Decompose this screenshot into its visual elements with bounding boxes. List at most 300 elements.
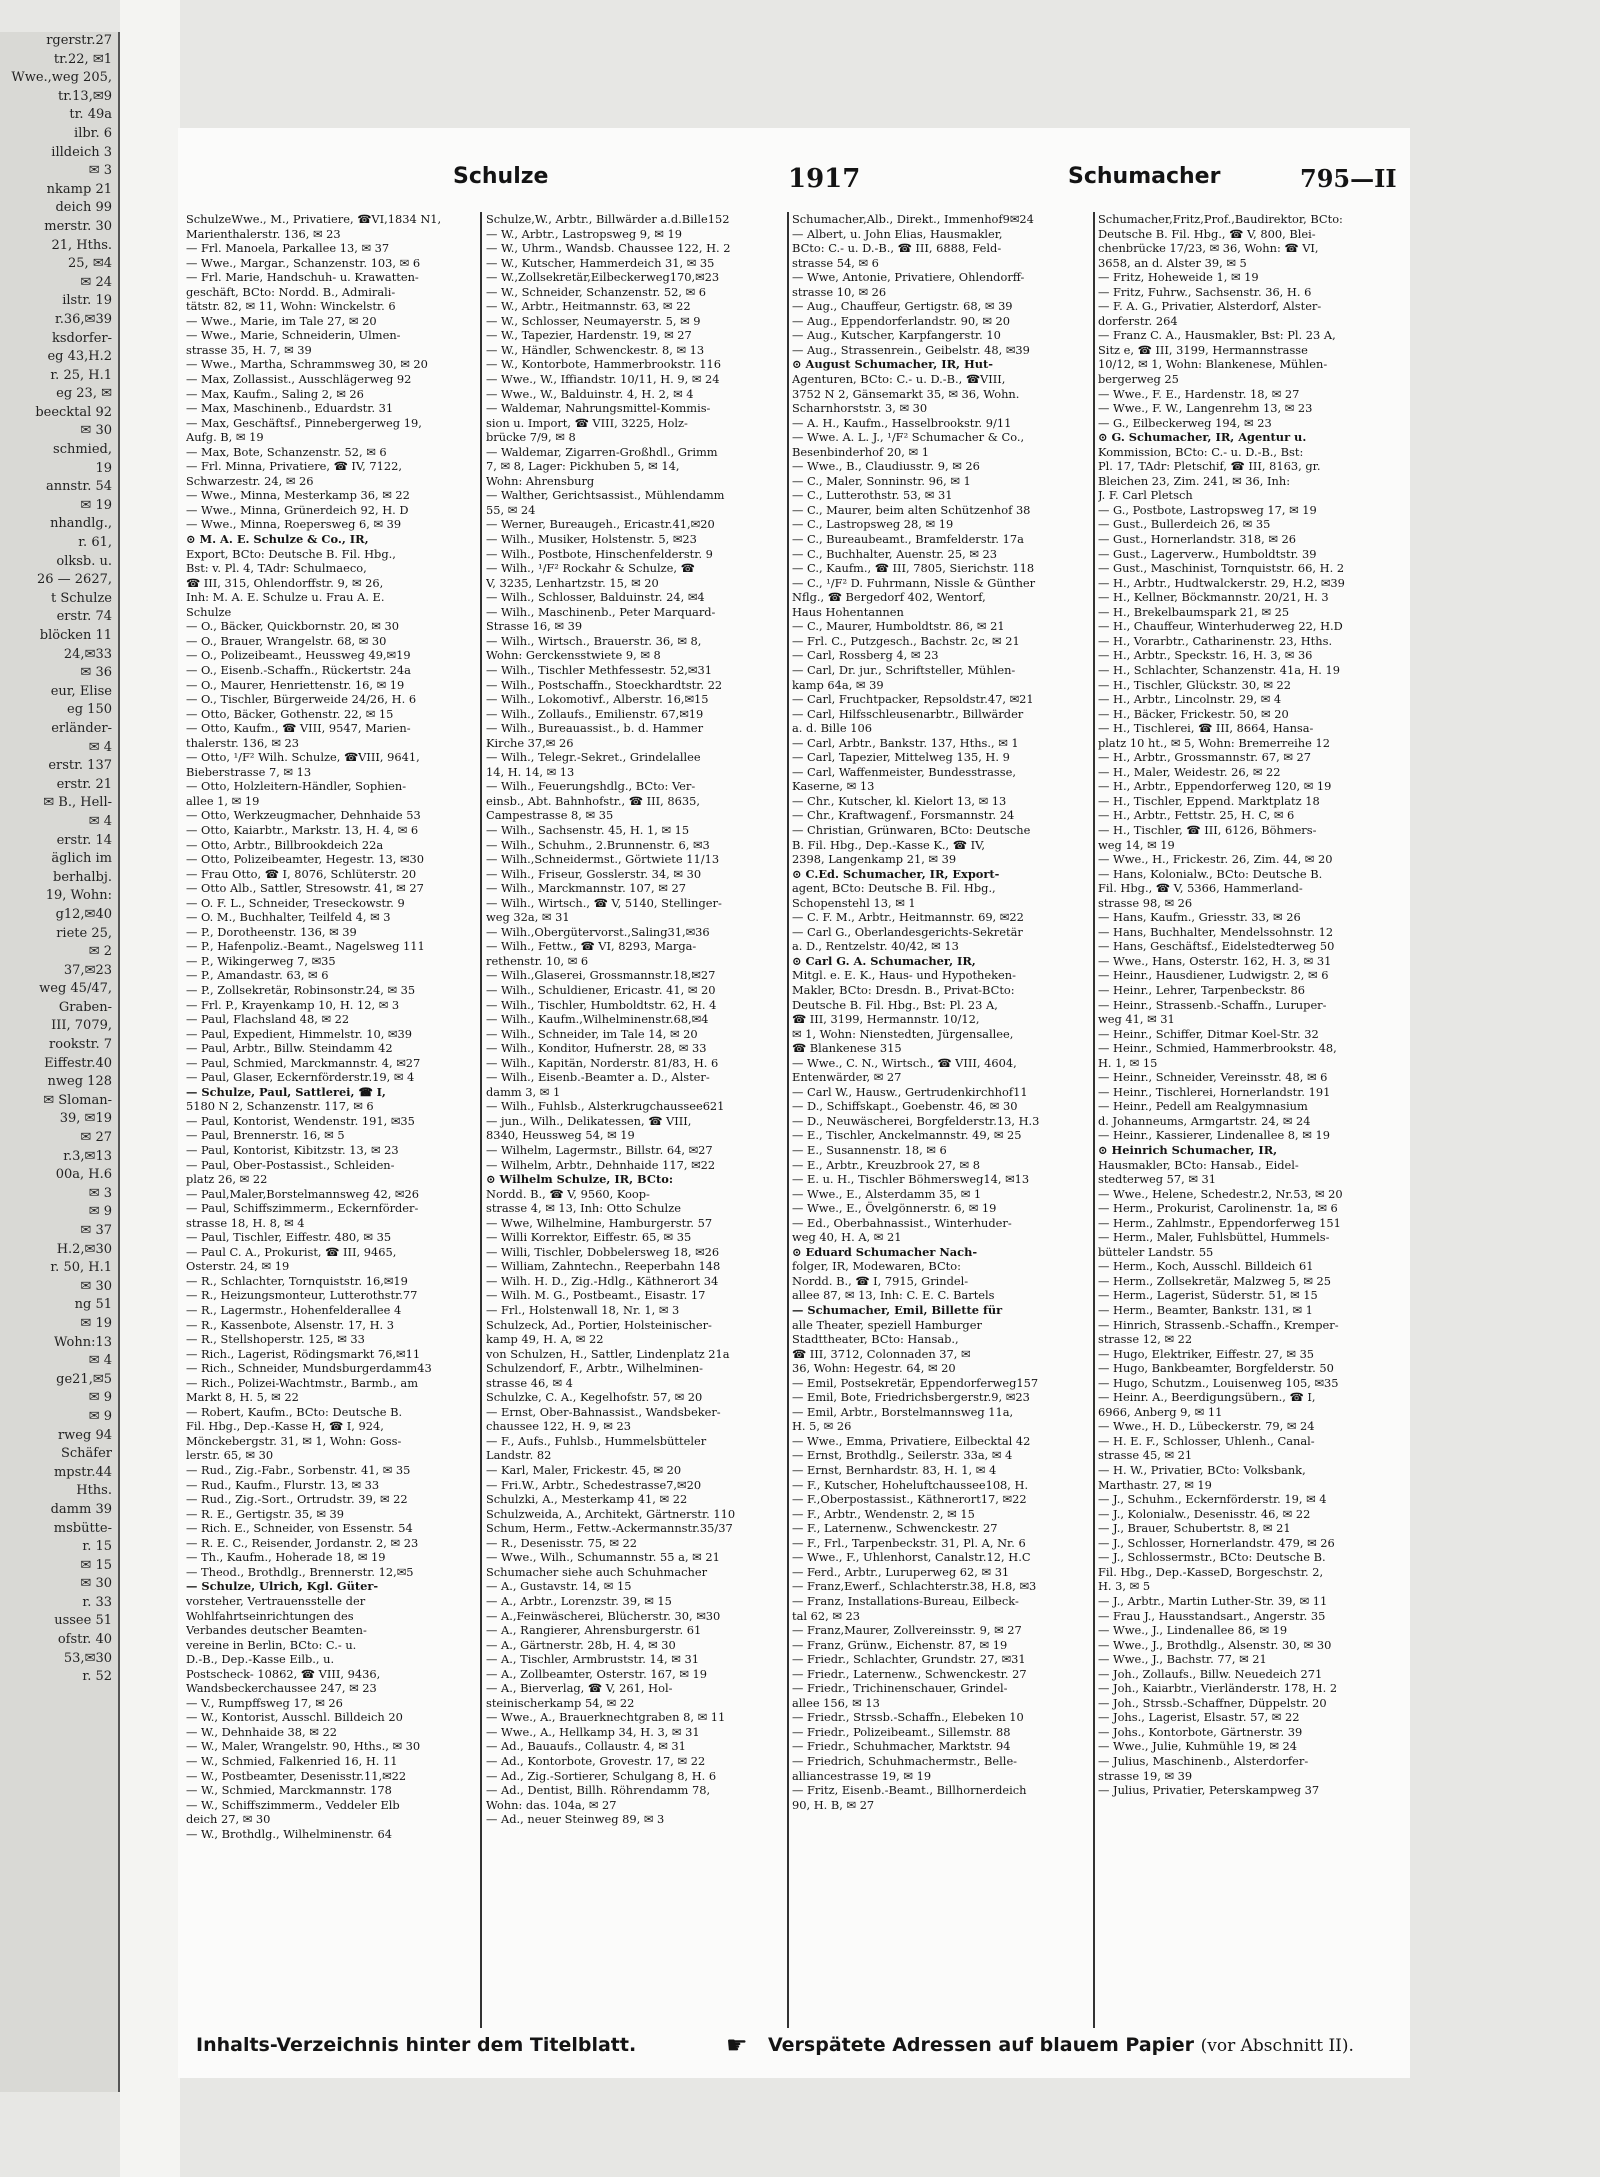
directory-entry-line: — Heinr., Tischlerei, Hornerlandstr. 191 <box>1098 1084 1331 1099</box>
previous-page-line: ✉ 3 <box>88 163 112 179</box>
directory-entry-line: — J., Brauer, Schubertstr. 8, ✉ 21 <box>1098 1521 1291 1536</box>
directory-entry-line: Schulze,W., Arbtr., Billwärder a.d.Bille152 <box>486 212 730 226</box>
directory-entry-line: — Wwe., H., Frickestr. 26, Zim. 44, ✉ 20 <box>1098 852 1333 867</box>
previous-page-line: ✉ 30 <box>80 1278 112 1294</box>
directory-entry-line: — Wwe., H. D., Lübeckerstr. 79, ✉ 24 <box>1098 1419 1315 1434</box>
previous-page-line: 21, Hths. <box>51 237 112 253</box>
directory-entry-line: — Max, Bote, Schanzenstr. 52, ✉ 6 <box>186 444 387 459</box>
directory-entry-line: Landstr. 82 <box>486 1448 552 1463</box>
directory-entry-line: — W., Schlosser, Neumayerstr. 5, ✉ 9 <box>486 313 701 328</box>
directory-entry-line: — H., Tischler, ☎ III, 6126, Böhmers- <box>1098 822 1317 837</box>
section-reference: (vor Abschnitt II). <box>1200 2036 1354 2056</box>
directory-entry-line: — Herm., Koch, Ausschl. Billdeich 61 <box>1098 1259 1314 1274</box>
directory-entry-line: — Carl, Tapezier, Mittelweg 135, H. 9 <box>792 750 1010 765</box>
directory-entry-line: H. 1, ✉ 15 <box>1098 1055 1158 1070</box>
directory-entry-line: H. 3, ✉ 5 <box>1098 1579 1151 1594</box>
previous-page-line: ✉ 27 <box>80 1130 112 1146</box>
directory-entry-line: Kirche 37,✉ 26 <box>486 735 574 750</box>
directory-entry-line: — Paul, Brennerstr. 16, ✉ 5 <box>186 1128 345 1143</box>
previous-page-strip <box>0 32 120 2092</box>
directory-entry-line: — Paul, Kontorist, Wendenstr. 191, ✉35 <box>186 1113 415 1128</box>
directory-entry-line: — Hans, Kaufm., Griesstr. 33, ✉ 26 <box>1098 910 1301 925</box>
directory-entry-line: Strasse 16, ✉ 39 <box>486 619 583 634</box>
directory-entry-line: — C., Lastropsweg 28, ✉ 19 <box>792 517 954 532</box>
directory-entry-line: — Ed., Oberbahnassist., Winterhuder- <box>792 1215 1012 1230</box>
directory-entry-line: — Carl, Dr. jur., Schriftsteller, Mühlen- <box>792 662 1016 677</box>
directory-entry-line: — Frl. Marie, Handschuh- u. Krawatten- <box>186 270 419 285</box>
previous-page-line: ✉ 4 <box>88 1353 112 1369</box>
directory-entry-line: — Albert, u. John Elias, Hausmakler, <box>792 226 1003 241</box>
directory-entry-line: — Paul, Schiffszimmerm., Eckernförder- <box>186 1201 419 1216</box>
directory-entry-line: allee 1, ✉ 19 <box>186 793 260 808</box>
pointing-hand-icon: ☛ <box>726 2031 748 2059</box>
directory-entry-line: Wohn: Gerckensstwiete 9, ✉ 8 <box>486 648 661 663</box>
directory-entry-line: — Fritz, Eisenb.-Beamt., Billhornerdeich <box>792 1783 1027 1798</box>
directory-entry-line: — J., Schuhm., Eckernförderstr. 19, ✉ 4 <box>1098 1492 1327 1507</box>
previous-page-line: r. 52 <box>82 1669 112 1685</box>
directory-entry-line: deich 27, ✉ 30 <box>186 1812 271 1827</box>
index-note: Inhalts-Verzeichnis hinter dem Titelblatt. <box>196 2034 637 2056</box>
column-1 <box>186 212 476 2028</box>
directory-entry-line: — Rich., Schneider, Mundsburgerdamm43 <box>186 1361 432 1376</box>
directory-entry-line: bergerweg 25 <box>1098 372 1179 387</box>
directory-entry-line: — Wwe., F., Uhlenhorst, Canalstr.12, H.C <box>792 1550 1031 1565</box>
directory-entry-line: — A., Arbtr., Lorenzstr. 39, ✉ 15 <box>486 1593 672 1608</box>
directory-entry-line: — Karl, Maler, Frickestr. 45, ✉ 20 <box>486 1463 682 1478</box>
previous-page-line: weg 45/47, <box>39 981 112 997</box>
directory-entry-line: — Heinr., Lehrer, Tarpenbeckstr. 86 <box>1098 982 1305 997</box>
previous-page-line: erstr. 137 <box>48 758 112 774</box>
directory-entry-line: — O., Maurer, Henriettenstr. 16, ✉ 19 <box>186 677 405 692</box>
directory-entry-line: strasse 18, H. 8, ✉ 4 <box>186 1215 305 1230</box>
directory-entry-line: — Schulze, Ulrich, Kgl. Güter- <box>186 1579 379 1594</box>
directory-entry-line: Export, BCto: Deutsche B. Fil. Hbg., <box>186 546 396 561</box>
directory-entry-line: — C. F. M., Arbtr., Heitmannstr. 69, ✉22 <box>792 910 1024 925</box>
previous-page-line: Wohn:13 <box>54 1334 112 1350</box>
directory-entry-line: Inh: M. A. E. Schulze u. Frau A. E. <box>186 590 385 605</box>
directory-entry-line: — D., Neuwäscherei, Borgfelderstr.13, H.3 <box>792 1113 1040 1128</box>
directory-entry-line: — Wwe., Minna, Grünerdeich 92, H. D <box>186 502 409 517</box>
previous-page-line: tr. 49a <box>69 107 112 123</box>
directory-entry-line: — Wilh., Postschaffn., Stoeckhardtstr. 22 <box>486 677 723 692</box>
directory-entry-line: — Rud., Zig.-Fabr., Sorbenstr. 41, ✉ 35 <box>186 1463 411 1478</box>
previous-page-line: 37,✉23 <box>63 962 112 978</box>
directory-entry-line: D.-B., Dep.-Kasse Eilb., u. <box>186 1652 335 1667</box>
directory-entry-line: — Frl. C., Putzgesch., Bachstr. 2c, ✉ 21 <box>792 633 1020 648</box>
directory-entry-line: — Wilh., Schuldiener, Ericastr. 41, ✉ 20 <box>486 982 716 997</box>
directory-entry-line: tal 62, ✉ 23 <box>792 1608 861 1623</box>
directory-entry-line: — E., Susannenstr. 18, ✉ 6 <box>792 1143 947 1157</box>
previous-page-line: ge21,✉5 <box>56 1371 112 1387</box>
previous-page-line: eg 23, ✉ <box>56 386 112 402</box>
directory-page <box>178 128 1410 2078</box>
directory-entry-line: — H., Tischler, Glückstr. 30, ✉ 22 <box>1098 677 1292 692</box>
directory-entry-line: — Franz, Grünw., Eichenstr. 87, ✉ 19 <box>792 1637 1008 1652</box>
directory-entry-line: — Herm., Beamter, Bankstr. 131, ✉ 1 <box>1098 1303 1313 1318</box>
directory-entry-line: ⊙ Carl G. A. Schumacher, IR, <box>792 953 976 968</box>
directory-entry-line: Schulzke, C. A., Kegelhofstr. 57, ✉ 20 <box>486 1390 703 1405</box>
previous-page-line: 25, ✉4 <box>68 256 112 272</box>
directory-entry-line: — Wilh., Bureauassist., b. d. Hammer <box>486 721 704 736</box>
directory-entry-line: sion u. Import, ☎ VIII, 3225, Holz- <box>486 415 688 430</box>
directory-entry-line: — O., Brauer, Wrangelstr. 68, ✉ 30 <box>186 633 387 648</box>
directory-entry-line: — Wilh., Wirtsch., ☎ V, 5140, Stellinger- <box>486 895 722 910</box>
previous-page-line: Wwe.,weg 205, <box>11 70 112 86</box>
previous-page-line: erstr. 14 <box>56 832 112 848</box>
directory-entry-line: strasse 19, ✉ 39 <box>1098 1768 1193 1783</box>
directory-entry-line: — Wilh., Postbote, Hinschenfelderstr. 9 <box>486 546 713 561</box>
directory-entry-line: — Emil, Arbtr., Borstelmannsweg 11a, <box>792 1404 1014 1419</box>
directory-entry-line: — Wwe., Hans, Osterstr. 162, H. 3, ✉ 31 <box>1098 953 1332 968</box>
directory-entry-line: Bst: v. Pl. 4, TAdr: Schulmaeco, <box>186 561 367 576</box>
directory-entry-line: d. Johanneums, Armgartstr. 24, ✉ 24 <box>1098 1113 1311 1128</box>
directory-entry-line: kamp 64a, ✉ 39 <box>792 677 884 692</box>
directory-entry-line: Schumacher,Alb., Direkt., Immenhof9✉24 <box>792 212 1034 226</box>
directory-entry-line: — Willi Korrektor, Eiffestr. 65, ✉ 35 <box>486 1230 692 1245</box>
page-gutter <box>120 0 180 2177</box>
directory-entry-line: — H., Tischlerei, ☎ III, 8664, Hansa- <box>1098 721 1314 736</box>
directory-entry-line: — P., Zollsekretär, Robinsonstr.24, ✉ 35 <box>186 982 416 997</box>
previous-page-line: ✉ 9 <box>88 1408 112 1424</box>
directory-entry-line: — Paul C. A., Prokurist, ☎ III, 9465, <box>186 1244 397 1259</box>
directory-entry-line: — Otto, Arbtr., Billbrookdeich 22a <box>186 837 384 852</box>
directory-entry-line: 2398, Langenkamp 21, ✉ 39 <box>792 852 957 867</box>
previous-page-line: msbütte- <box>53 1520 112 1536</box>
previous-page-line: ussee 51 <box>54 1613 112 1629</box>
directory-entry-line: — Heinr., Strassenb.-Schaffn., Luruper- <box>1098 997 1327 1012</box>
directory-entry-line: — Herm., Zollsekretär, Malzweg 5, ✉ 25 <box>1098 1273 1331 1288</box>
directory-entry-line: — Wilh., Zollaufs., Emilienstr. 67,✉19 <box>486 706 704 721</box>
directory-entry-line: weg 14, ✉ 19 <box>1098 837 1175 852</box>
directory-entry-line: — Wwe., Julie, Kuhmühle 19, ✉ 24 <box>1098 1739 1298 1754</box>
column-4 <box>1098 212 1404 2028</box>
directory-entry-line: — W., Kontorist, Ausschl. Billdeich 20 <box>186 1710 403 1725</box>
previous-page-line: äglich im <box>51 851 112 867</box>
directory-entry-line: — Ernst, Brothdlg., Seilerstr. 33a, ✉ 4 <box>792 1448 1013 1463</box>
previous-page-line: ✉ 24 <box>80 274 112 290</box>
directory-entry-line: — W., Schneider, Schanzenstr. 52, ✉ 6 <box>486 284 707 299</box>
page-number: 795—II <box>1300 164 1397 193</box>
directory-entry-line: V, 3235, Lenhartzstr. 15, ✉ 20 <box>486 575 659 590</box>
previous-page-line: annstr. 54 <box>46 479 112 495</box>
previous-page-line: ofstr. 40 <box>57 1632 112 1648</box>
directory-entry-line: damm 3, ✉ 1 <box>486 1084 561 1099</box>
directory-entry-line: 7, ✉ 8, Lager: Pickhuben 5, ✉ 14, <box>486 459 680 474</box>
page-footer <box>178 2031 1410 2064</box>
directory-entry-line: — Rud., Zig.-Sort., Ortrudstr. 39, ✉ 22 <box>186 1492 408 1507</box>
previous-page-line: tr.13,✉9 <box>58 88 112 104</box>
directory-entry-line: — V., Rumpffsweg 17, ✉ 26 <box>186 1695 343 1710</box>
directory-entry-line: — Waldemar, Nahrungsmittel-Kommis- <box>486 401 711 416</box>
directory-entry-line: — Friedr., Schuhmacher, Marktstr. 94 <box>792 1739 1011 1754</box>
directory-entry-line: — Christian, Grünwaren, BCto: Deutsche <box>792 822 1031 837</box>
previous-page-line: merstr. 30 <box>44 218 112 234</box>
directory-entry-line: — Schulze, Paul, Sattlerei, ☎ I, <box>186 1084 386 1099</box>
column-rule <box>1093 212 1095 2028</box>
directory-entry-line: — H., Bäcker, Frickestr. 50, ✉ 20 <box>1098 706 1289 721</box>
directory-entry-line: — R. E., Gertigstr. 35, ✉ 39 <box>186 1506 345 1521</box>
directory-entry-line: — R. E. C., Reisender, Jordanstr. 2, ✉ 23 <box>186 1535 419 1550</box>
directory-entry-line: — A., Gustavstr. 14, ✉ 15 <box>486 1579 632 1594</box>
previous-page-line: r. 15 <box>82 1539 112 1555</box>
directory-entry-line: thalerstr. 136, ✉ 23 <box>186 735 300 750</box>
directory-entry-line: — Carl, Fruchtpacker, Repsoldstr.47, ✉21 <box>792 692 1034 707</box>
previous-page-line: eg 150 <box>67 702 112 718</box>
directory-entry-line: — Johs., Lagerist, Elsastr. 57, ✉ 22 <box>1098 1710 1300 1725</box>
directory-entry-line: Schulze <box>186 604 232 619</box>
directory-entry-line: ⊙ August Schumacher, IR, Hut- <box>792 357 993 372</box>
directory-entry-line: lerstr. 65, ✉ 30 <box>186 1448 274 1463</box>
directory-entry-line: — Paul, Kontorist, Kibitzstr. 13, ✉ 23 <box>186 1143 399 1157</box>
previous-page-line: ✉ 30 <box>80 423 112 439</box>
directory-entry-line: — D., Schiffskapt., Goebenstr. 46, ✉ 30 <box>792 1099 1018 1114</box>
directory-entry-line: ☎ Blankenese 315 <box>792 1041 902 1056</box>
directory-entry-line: — W., Tapezier, Hardenstr. 19, ✉ 27 <box>486 328 692 343</box>
directory-entry-line: — Wilh., Eisenb.-Beamter a. D., Alster- <box>486 1070 710 1085</box>
directory-entry-line: — Herm., Prokurist, Carolinenstr. 1a, ✉ 6 <box>1098 1201 1338 1216</box>
directory-entry-line: steinischerkamp 54, ✉ 22 <box>486 1695 635 1710</box>
directory-entry-line: alle Theater, speziell Hamburger <box>792 1317 982 1332</box>
directory-entry-line: Schulzeck, Ad., Portier, Holsteinischer- <box>486 1317 712 1332</box>
directory-entry-line: strasse 46, ✉ 4 <box>486 1375 573 1390</box>
directory-entry-line: 36, Wohn: Hegestr. 64, ✉ 20 <box>792 1361 956 1376</box>
directory-entry-line: 10/12, ✉ 1, Wohn: Blankenese, Mühlen- <box>1098 357 1328 372</box>
directory-entry-line: — F. A. G., Privatier, Alsterdorf, Alster- <box>1098 299 1322 314</box>
late-addresses-text: Verspätete Adressen auf blauem Papier <box>768 2034 1195 2056</box>
directory-entry-line: — Wilh., Kaufm.,Wilhelminenstr.68,✉4 <box>486 1012 709 1027</box>
directory-entry-line: Schumacher siehe auch Schuhmacher <box>486 1564 708 1579</box>
directory-entry-line: — Wilh.,Schneidermst., Görtwiete 11/13 <box>486 852 720 867</box>
directory-entry-line: Schumacher,Fritz,Prof.,Baudirektor, BCto: <box>1098 212 1343 226</box>
directory-entry-line: — Wilh., Konditor, Hufnerstr. 28, ✉ 33 <box>486 1041 707 1056</box>
previous-page-line: ksdorfer- <box>51 330 112 346</box>
previous-page-line: schmied, <box>53 442 112 458</box>
directory-entry-line: Mönckebergstr. 31, ✉ 1, Wohn: Goss- <box>186 1433 402 1448</box>
directory-entry-line: — W., Brothdlg., Wilhelminenstr. 64 <box>186 1826 392 1841</box>
running-header <box>178 164 1410 204</box>
previous-page-line: rweg 94 <box>57 1427 112 1443</box>
directory-entry-line: — Wilhelm, Arbtr., Dehnhaide 117, ✉22 <box>486 1157 716 1172</box>
directory-entry-line: — jun., Wilh., Delikatessen, ☎ VIII, <box>486 1113 692 1128</box>
directory-entry-line: ⊙ Heinrich Schumacher, IR, <box>1098 1143 1278 1157</box>
directory-entry-line: — Max, Zollassist., Ausschlägerweg 92 <box>186 372 412 387</box>
previous-page-line: rgerstr.27 <box>46 33 112 48</box>
directory-entry-line: — Hans, Geschäftsf., Eidelstedterweg 50 <box>1098 939 1335 954</box>
directory-entry-line: — Walther, Gerichtsassist., Mühlendamm <box>486 488 725 503</box>
directory-entry-line: Kaserne, ✉ 13 <box>792 779 875 794</box>
directory-entry-line: — Paul, Glaser, Eckernförderstr.19, ✉ 4 <box>186 1070 415 1085</box>
directory-entry-line: kamp 49, H. A, ✉ 22 <box>486 1332 604 1347</box>
directory-entry-line: Osterstr. 24, ✉ 19 <box>186 1259 290 1274</box>
directory-entry-line: — Wwe, Antonie, Privatiere, Ohlendorff- <box>792 270 1025 285</box>
directory-entry-line: — Wilh., Wirtsch., Brauerstr. 36, ✉ 8, <box>486 633 702 648</box>
previous-page-line: r. 33 <box>82 1594 112 1610</box>
directory-entry-line: — H., Brekelbaumspark 21, ✉ 25 <box>1098 604 1290 619</box>
directory-entry-line: Besenbinderhof 20, ✉ 1 <box>792 444 929 459</box>
directory-entry-line: — R., Schlachter, Tornquiststr. 16,✉19 <box>186 1273 408 1288</box>
previous-page-line: r. 50, H.1 <box>50 1260 112 1276</box>
directory-entry-line: — Frl. Minna, Privatiere, ☎ IV, 7122, <box>186 459 403 474</box>
directory-entry-line: — Heinr., Schiffer, Ditmar Koel-Str. 32 <box>1098 1026 1319 1041</box>
previous-page-line: r.36,✉39 <box>54 311 112 327</box>
directory-entry-line: — O., Tischler, Bürgerweide 24/26, H. 6 <box>186 692 417 707</box>
previous-page-line: ✉ 15 <box>80 1557 112 1573</box>
directory-entry-line: — H., Arbtr., Hudtwalckerstr. 29, H.2, ✉39 <box>1098 575 1345 590</box>
directory-entry-line: Wohlfahrtseinrichtungen des <box>186 1608 354 1623</box>
directory-entry-line: ⊙ G. Schumacher, IR, Agentur u. <box>1098 430 1307 445</box>
directory-entry-line: — Wilh. M. G., Postbeamt., Eisastr. 17 <box>486 1288 706 1303</box>
directory-entry-line: — Otto, Kaiarbtr., Markstr. 13, H. 4, ✉ 6 <box>186 822 419 837</box>
previous-page-line: ✉ 4 <box>88 813 112 829</box>
directory-entry-line: Wohn: Ahrensburg <box>486 473 595 488</box>
directory-entry-line: — Otto Alb., Sattler, Stresowstr. 41, ✉ 27 <box>186 881 424 896</box>
previous-page-line: ✉ B., Hell- <box>43 795 112 811</box>
directory-entry-line: — Herm., Zahlmstr., Eppendorferweg 151 <box>1098 1215 1341 1230</box>
directory-entry-line: — A., Gärtnerstr. 28b, H. 4, ✉ 30 <box>486 1637 676 1652</box>
directory-entry-line: — Wilh., Fuhlsb., Alsterkrugchaussee621 <box>486 1099 725 1114</box>
directory-entry-line: — F.,Oberpostassist., Käthnerort17, ✉22 <box>792 1492 1027 1507</box>
directory-entry-line: — R., Desenisstr. 75, ✉ 22 <box>486 1535 637 1550</box>
directory-entry-line: — Waldemar, Zigarren-Großhdl., Grimm <box>486 444 718 459</box>
directory-entry-line: — F., Arbtr., Wendenstr. 2, ✉ 15 <box>792 1506 975 1521</box>
directory-entry-line: — H., Arbtr., Lincolnstr. 29, ✉ 4 <box>1098 692 1282 707</box>
directory-entry-line: vorsteher, Vertrauensstelle der <box>186 1593 366 1608</box>
directory-entry-line: — H., Chauffeur, Winterhuderweg 22, H.D <box>1098 619 1343 634</box>
directory-entry-line: platz 26, ✉ 22 <box>186 1172 268 1187</box>
directory-entry-line: — G., Eilbeckerweg 194, ✉ 23 <box>1098 415 1272 430</box>
previous-page-line: beecktal 92 <box>35 404 112 420</box>
directory-entry-line: — Wwe., Helene, Schedestr.2, Nr.53, ✉ 20 <box>1098 1186 1343 1201</box>
directory-entry-line: — Franz,Ewerf., Schlachterstr.38, H.8, ✉3 <box>792 1579 1037 1594</box>
directory-entry-line: — Friedr., Laternenw., Schwenckestr. 27 <box>792 1666 1027 1681</box>
directory-entry-line: — C., Kaufm., ☎ III, 7805, Sierichstr. 118 <box>792 561 1035 576</box>
directory-entry-line: — Hugo, Schutzm., Louisenweg 105, ✉35 <box>1098 1375 1339 1390</box>
directory-entry-line: — Hans, Kolonialw., BCto: Deutsche B. <box>1098 866 1323 881</box>
directory-entry-line: — Hugo, Bankbeamter, Borgfelderstr. 50 <box>1098 1361 1334 1376</box>
directory-entry-line: Verbandes deutscher Beamten- <box>186 1623 367 1638</box>
directory-entry-line: — Otto, Polizeibeamter, Hegestr. 13, ✉30 <box>186 852 425 867</box>
previous-page-line: 39, ✉19 <box>59 1111 112 1127</box>
directory-entry-line: agent, BCto: Deutsche B. Fil. Hbg., <box>792 881 996 896</box>
directory-entry-line: — Wilh., Tischler Methfessestr. 52,✉31 <box>486 662 712 677</box>
previous-page-line: 26 — 2627, <box>36 572 112 588</box>
directory-entry-line: weg 32a, ✉ 31 <box>486 910 570 925</box>
directory-entry-line: — Gust., Hornerlandstr. 318, ✉ 26 <box>1098 532 1297 547</box>
previous-page-line: 24,✉33 <box>63 646 112 662</box>
directory-entry-line: — Carl, Waffenmeister, Bundesstrasse, <box>792 764 1016 779</box>
directory-entry-line: allee 87, ✉ 13, Inh: C. E. C. Bartels <box>792 1288 995 1303</box>
directory-entry-line: — Wilh., Schuhm., 2.Brunnenstr. 6, ✉3 <box>486 837 710 852</box>
directory-entry-line: — Hinrich, Strassenb.-Schaffn., Kremper- <box>1098 1317 1339 1332</box>
directory-entry-line: BCto: C.- u. D.-B., ☎ III, 6888, Feld- <box>792 241 1002 256</box>
directory-entry-line: ☎ III, 3199, Hermannstr. 10/12, <box>792 1012 980 1027</box>
directory-entry-line: — Otto, Kaufm., ☎ VIII, 9547, Marien- <box>186 721 411 736</box>
directory-entry-line: ⊙ Eduard Schumacher Nach- <box>792 1244 978 1259</box>
directory-entry-line: Postscheck- 10862, ☎ VIII, 9436, <box>186 1666 381 1681</box>
directory-entry-line: — O., Eisenb.-Schaffn., Rückertstr. 24a <box>186 662 411 677</box>
directory-entry-line: — Hugo, Elektriker, Eiffestr. 27, ✉ 35 <box>1098 1346 1315 1361</box>
directory-entry-line: — P., Amandastr. 63, ✉ 6 <box>186 968 329 983</box>
directory-entry-line: — E., Arbtr., Kreuzbrook 27, ✉ 8 <box>792 1157 980 1172</box>
directory-entry-line: — O., Bäcker, Quickbornstr. 20, ✉ 30 <box>186 619 399 634</box>
directory-entry-line: — Rich., Polizei-Wachtmstr., Barmb., am <box>186 1375 418 1390</box>
directory-entry-line: Nordd. B., ☎ V, 9560, Koop- <box>486 1186 650 1201</box>
directory-entry-line: 6966, Anberg 9, ✉ 11 <box>1098 1404 1223 1419</box>
directory-entry-line: — Wilh., Schlosser, Balduinstr. 24, ✉4 <box>486 590 705 605</box>
previous-page-line: erländer- <box>51 720 112 736</box>
directory-entry-line: — W., Dehnhaide 38, ✉ 22 <box>186 1724 337 1739</box>
directory-entry-line: — Robert, Kaufm., BCto: Deutsche B. <box>186 1404 403 1419</box>
directory-entry-line: ✉ 1, Wohn: Nienstedten, Jürgensallee, <box>792 1026 1014 1041</box>
directory-entry-line: platz 10 ht., ✉ 5, Wohn: Bremerreihe 12 <box>1098 735 1330 750</box>
directory-entry-line: — Wwe., A., Brauerknechtgraben 8, ✉ 11 <box>486 1710 726 1725</box>
directory-entry-line: — Herm., Lagerist, Süderstr. 51, ✉ 15 <box>1098 1288 1318 1303</box>
directory-entry-line: — Carl, Rossberg 4, ✉ 23 <box>792 648 939 663</box>
directory-entry-line: — W., Uhrm., Wandsb. Chaussee 122, H. 2 <box>486 241 731 256</box>
directory-entry-line: — Wwe., J., Bachstr. 77, ✉ 21 <box>1098 1652 1267 1667</box>
directory-entry-line: geschäft, BCto: Nordd. B., Admirali- <box>186 284 396 299</box>
directory-entry-line: — Paul, Arbtr., Billw. Steindamm 42 <box>186 1041 393 1056</box>
directory-entry-line: — Aug., Kutscher, Karpfangerstr. 10 <box>792 328 1001 343</box>
directory-entry-line: — Carl, Hilfsschleusenarbtr., Billwärder <box>792 706 1024 721</box>
directory-entry-line: — H., Kellner, Böckmannstr. 20/21, H. 3 <box>1098 590 1329 605</box>
directory-entry-line: — H., Arbtr., Eppendorferweg 120, ✉ 19 <box>1098 779 1332 794</box>
directory-entry-line: — Otto, Werkzeugmacher, Dehnhaide 53 <box>186 808 421 823</box>
previous-page-line: deich 99 <box>55 200 112 216</box>
directory-entry-line: ⊙ Wilhelm Schulze, IR, BCto: <box>486 1172 674 1187</box>
directory-entry-line: — Max, Maschinenb., Eduardstr. 31 <box>186 401 394 416</box>
header-year: 1917 <box>788 164 861 194</box>
directory-entry-line: — Wwe., Minna, Mesterkamp 36, ✉ 22 <box>186 488 410 503</box>
directory-entry-line: — W., Postbeamter, Desenisstr.11,✉22 <box>186 1768 407 1783</box>
directory-entry-line: Schum, Herm., Fettw.-Ackermannstr.35/37 <box>486 1521 733 1536</box>
directory-entry-line: — A., Zollbeamter, Osterstr. 167, ✉ 19 <box>486 1666 707 1681</box>
directory-entry-line: Stadttheater, BCto: Hansab., <box>792 1332 959 1347</box>
previous-page-line: Eiffestr.40 <box>44 1055 112 1071</box>
directory-entry-line: — Wwe., Marie, im Tale 27, ✉ 20 <box>186 313 377 328</box>
directory-entry-line: — Ad., Bauaufs., Collaustr. 4, ✉ 31 <box>486 1739 686 1754</box>
directory-entry-line: — Heinr., Pedell am Realgymnasium <box>1098 1099 1308 1114</box>
column-2 <box>486 212 784 2028</box>
directory-entry-line: 3658, an d. Alster 39, ✉ 5 <box>1098 255 1247 270</box>
previous-page-line: riete 25, <box>56 925 112 941</box>
directory-entry-line: — O., Polizeibeamt., Heussweg 49,✉19 <box>186 648 411 663</box>
directory-entry-line: — Paul, Ober-Postassist., Schleiden- <box>186 1157 395 1172</box>
directory-entry-line: — Wwe., C. N., Wirtsch., ☎ VIII, 4604, <box>792 1055 1017 1070</box>
directory-entry-line: — Otto, ¹/F² Wilh. Schulze, ☎VIII, 9641, <box>186 750 420 765</box>
column-3 <box>792 212 1090 2028</box>
directory-entry-line: — Frau J., Hausstandsart., Angerstr. 35 <box>1098 1608 1326 1623</box>
directory-entry-line: — Werner, Bureaugeh., Ericastr.41,✉20 <box>486 517 715 532</box>
directory-entry-line: — H., Arbtr., Grossmannstr. 67, ✉ 27 <box>1098 750 1312 765</box>
directory-entry-line: — Wilh., Tischler, Humboldtstr. 62, H. 4 <box>486 997 717 1012</box>
directory-entry-line: — Wwe., W., Iffiandstr. 10/11, H. 9, ✉ 24 <box>486 372 720 387</box>
directory-entry-line: — Chr., Kraftwagenf., Forsmannstr. 24 <box>792 808 1015 823</box>
previous-page-line: ilbr. 6 <box>74 125 112 141</box>
previous-page-line: ✉ Sloman- <box>43 1092 112 1108</box>
previous-page-line: damm 39 <box>50 1501 112 1517</box>
directory-entry-line: — Julius, Privatier, Peterskampweg 37 <box>1098 1783 1320 1798</box>
directory-entry-line: — Chr., Kutscher, kl. Kielort 13, ✉ 13 <box>792 793 1007 808</box>
directory-entry-line: — Paul, Flachsland 48, ✉ 22 <box>186 1012 350 1027</box>
directory-entry-line: — Franz,Maurer, Zollvereinsstr. 9, ✉ 27 <box>792 1623 1022 1638</box>
previous-page-line: r.3,✉13 <box>63 1148 112 1164</box>
directory-entry-line: Fil. Hbg., Dep.-KasseD, Borgeschstr. 2, <box>1098 1564 1324 1579</box>
directory-entry-line: — Wilh., Schneider, im Tale 14, ✉ 20 <box>486 1026 698 1041</box>
directory-entry-line: — Wilh. H. D., Zig.-Hdlg., Käthnerort 34 <box>486 1273 719 1288</box>
directory-entry-line: Kommission, BCto: C.- u. D.-B., Bst: <box>1098 444 1304 459</box>
directory-entry-line: a. d. Bille 106 <box>792 721 872 736</box>
